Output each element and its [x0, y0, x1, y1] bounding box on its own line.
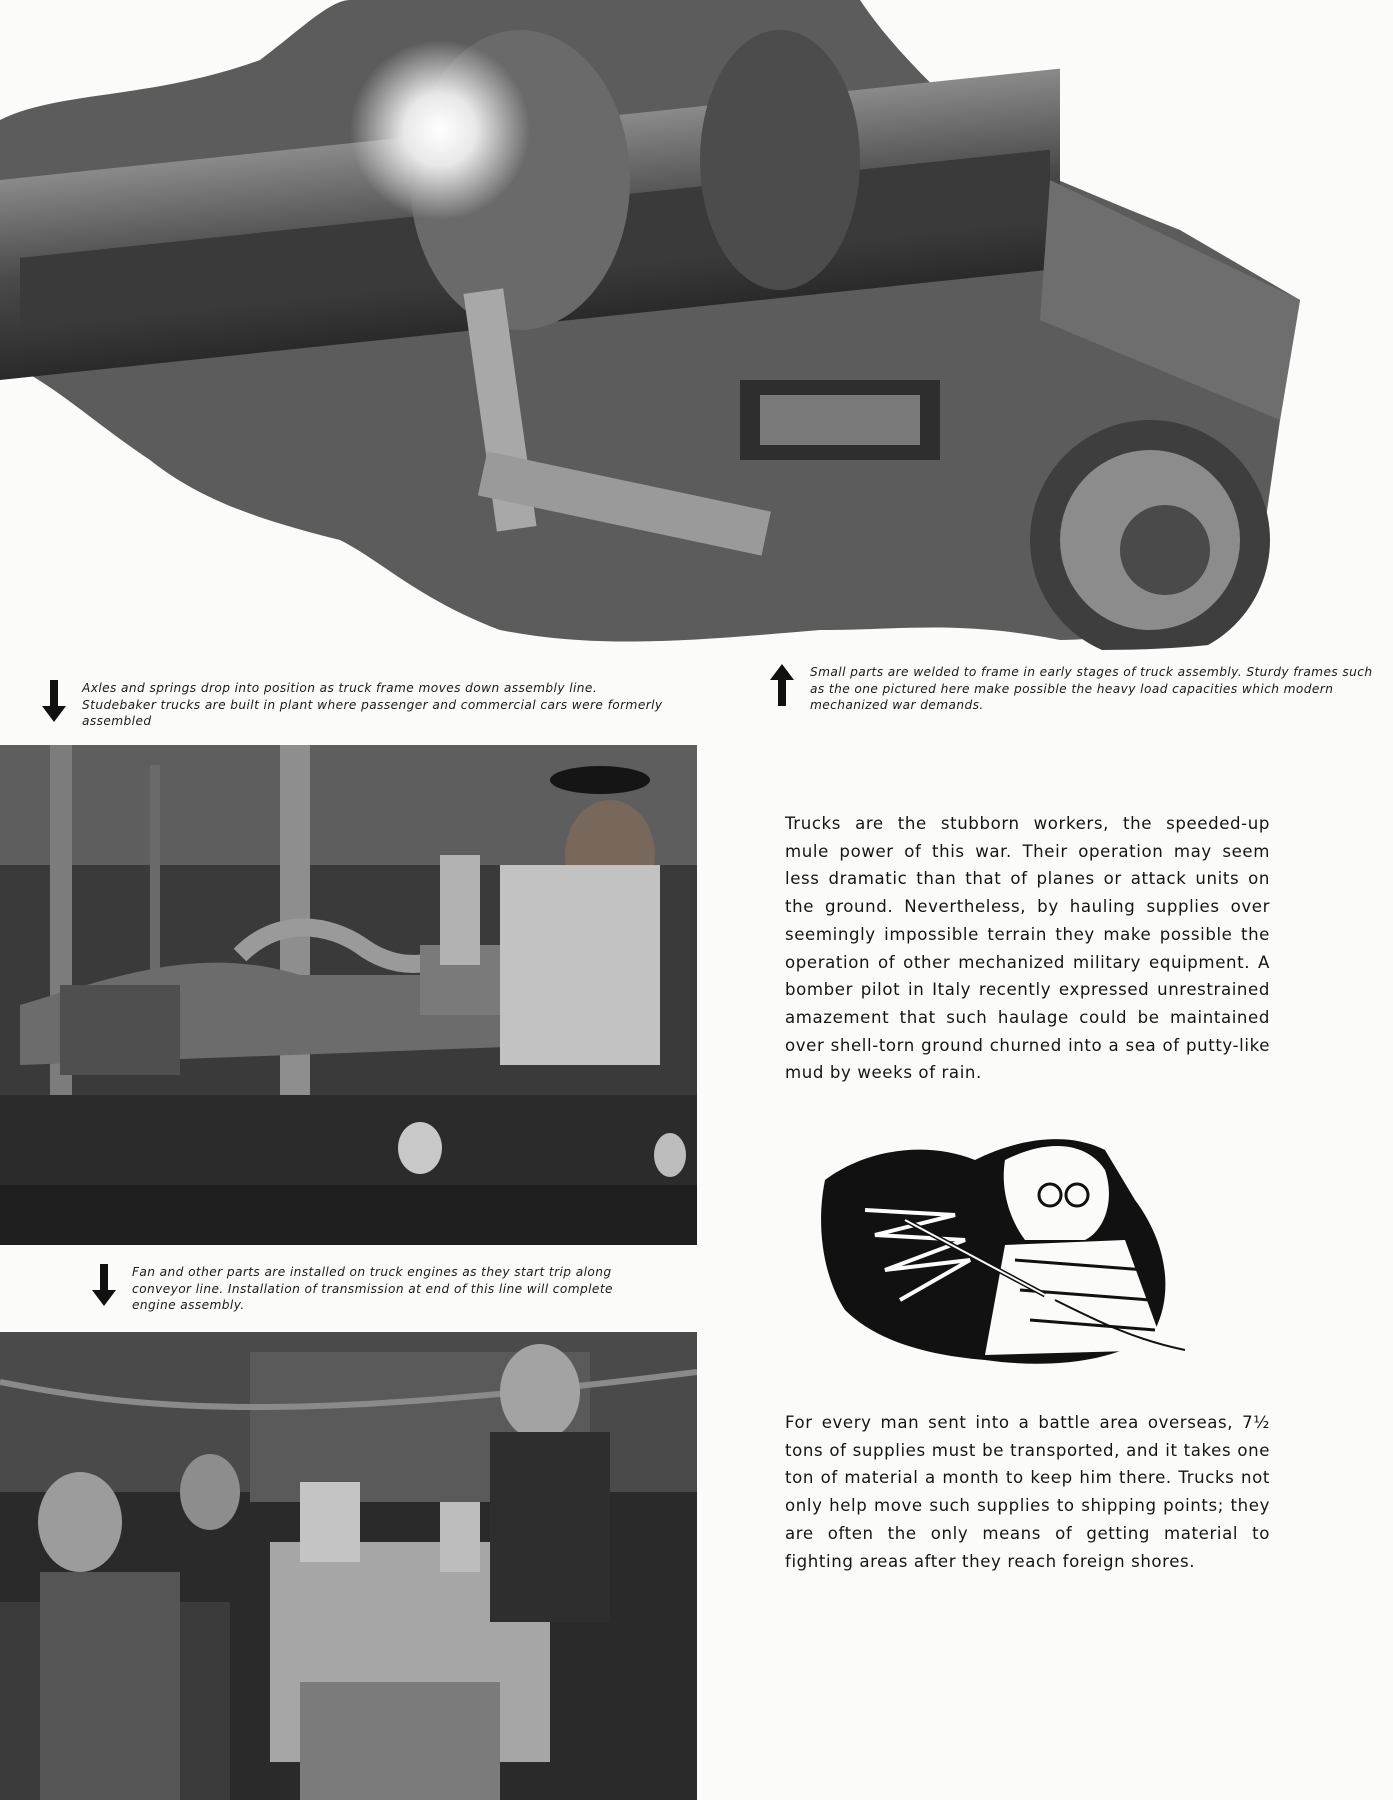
down-arrow-icon: [40, 680, 68, 722]
body-paragraph-1: Trucks are the stubborn workers, the speeded-up mule power of this war. Their operation may seem less dramatic than that of planes or attack units on the ground. Nevertheless, by hauling supplies over seemingly impossible terrain they make possible the operation of other mechanized military equipment. A bomber pilot in Italy recently expressed unrestrained amazement that such haulage could be maintained over shell-torn ground churned into a sea of putty-like mud by weeks of rain.: [785, 814, 1270, 1083]
photo-axles-springs: [0, 745, 697, 1245]
down-arrow-icon: [90, 1264, 118, 1306]
caption-axles: [40, 680, 670, 730]
caption-engines-text: Fan and other parts are installed on truck engines as they start trip along conveyor line. Installation of transmission at end of this line will complete engine assembly.: [132, 1265, 613, 1312]
caption-welding-text: Small parts are welded to frame in early stages of truck assembly. Sturdy frames such as the one pictured here make possible the heavy load capacities which modern mechanized war demands.: [810, 665, 1373, 712]
up-arrow-icon: [768, 664, 796, 706]
body-paragraph-2: For every man sent into a battle area overseas, 7½ tons of supplies must be transported, and it takes one ton of material a month to keep him there. Trucks not only help move such supplies to shipping points; they are often the only means of getting material to fighting areas after they reach foreign shores.: [785, 1413, 1270, 1571]
welder-illustration: [805, 1120, 1245, 1370]
photo-engine-assembly: [0, 1332, 697, 1800]
photo-welding-frame: [0, 0, 1393, 650]
caption-engines: [90, 1264, 630, 1314]
caption-axles-text: Axles and springs drop into position as truck frame moves down assembly line. Studebaker trucks are built in plant where passenger and commercial cars were formerly assembled: [82, 681, 663, 728]
caption-welding: [768, 664, 1383, 714]
